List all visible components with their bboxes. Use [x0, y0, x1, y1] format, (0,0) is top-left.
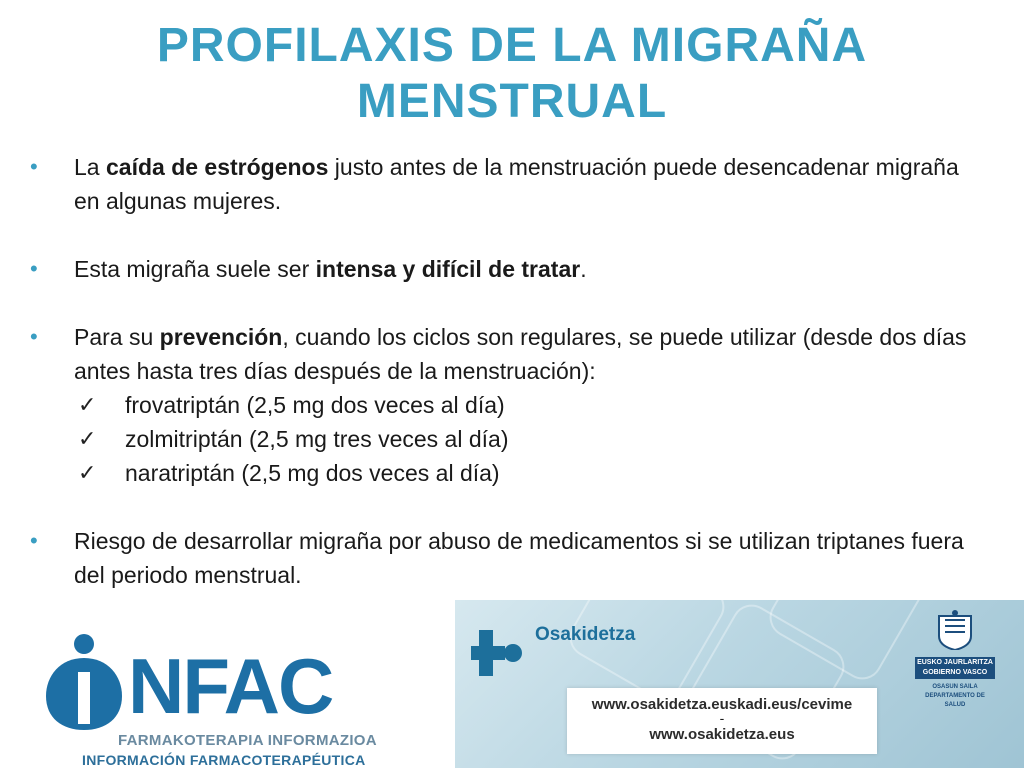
gov-name-spanish: GOBIERNO VASCO [922, 669, 988, 676]
url-separator: - [719, 710, 725, 726]
check-item-naratriptan [30, 456, 990, 490]
osakidetza-banner [455, 600, 1024, 768]
bullet-1-bold: caída de estrógenos [105, 154, 329, 180]
footer [0, 598, 1024, 768]
checkmark-icon: ✓ [78, 460, 97, 485]
cevime-url[interactable]: www.osakidetza.euskadi.eus/cevime [591, 696, 853, 713]
coat-of-arms-icon [933, 610, 977, 650]
checkmark-icon: ✓ [78, 392, 97, 417]
infac-tagline-basque: FARMAKOTERAPIA INFORMAZIOA [118, 732, 377, 749]
infac-logo [40, 612, 430, 768]
bullet-item-4: • Riesgo de desarrollar migraña por abuso de medicamentos si se utilizan triptanes fuera del periodo menstrual. [30, 524, 990, 592]
infac-wordmark: NFAC [128, 642, 333, 730]
slide-title [0, 18, 1024, 130]
bullet-3-text-start: Para su [74, 324, 160, 350]
bullet-2-text-start: Esta migraña suele ser [74, 256, 316, 282]
slide-title-line1: PROFILAXIS DE LA MIGRAÑA [156, 19, 868, 72]
check-item-label: zolmitriptán (2,5 mg tres veces al día) [125, 426, 509, 452]
government-name-bar [915, 657, 995, 679]
bullet-item-2 [30, 252, 990, 286]
osakidetza-name: Osakidetza [535, 624, 636, 645]
drug-checklist [30, 388, 990, 490]
bullet-3-text-end: , cuando los ciclos son regulares, se puede utilizar (desde dos días antes hasta tres días después de la menstruación): [74, 324, 967, 384]
spacer [30, 218, 990, 252]
bullet-1-text-start: La [74, 154, 106, 180]
bullet-1-text-end: justo antes de la menstruación puede desencadenar migraña en algunas mujeres. [74, 154, 959, 214]
infac-tagline-spanish: INFORMACIÓN FARMACOTERAPÉUTICA [82, 752, 366, 768]
infac-i-icon [44, 632, 124, 732]
bullet-2-text-end: . [580, 256, 587, 282]
check-item-frovatriptan [30, 388, 990, 422]
spacer [30, 286, 990, 320]
spacer [30, 490, 990, 524]
osakidetza-url[interactable]: www.osakidetza.eus [649, 726, 795, 743]
dept-name-spanish: DEPARTAMENTO DE SALUD [925, 693, 985, 708]
slide-body [30, 150, 990, 592]
dept-name-basque: OSASUN SAILA [932, 684, 978, 690]
check-item-label: naratriptán (2,5 mg dos veces al día) [125, 460, 500, 486]
bullet-item-1 [30, 150, 990, 218]
bullet-3-bold: prevención [159, 324, 283, 350]
osakidetza-logo-icon [471, 626, 525, 680]
check-item-label: frovatriptán (2,5 mg dos veces al día) [125, 392, 505, 418]
url-box [567, 688, 877, 754]
checkmark-icon: ✓ [78, 426, 97, 451]
bullet-item-3 [30, 320, 990, 388]
bullet-2-bold: intensa y difícil de tratar [315, 256, 581, 282]
slide-title-line2: MENSTRUAL [356, 75, 668, 128]
department-label [915, 683, 995, 710]
basque-government-logo [915, 610, 995, 720]
gov-name-basque: EUSKO JAURLARITZA [917, 659, 993, 666]
check-item-zolmitriptan [30, 422, 990, 456]
